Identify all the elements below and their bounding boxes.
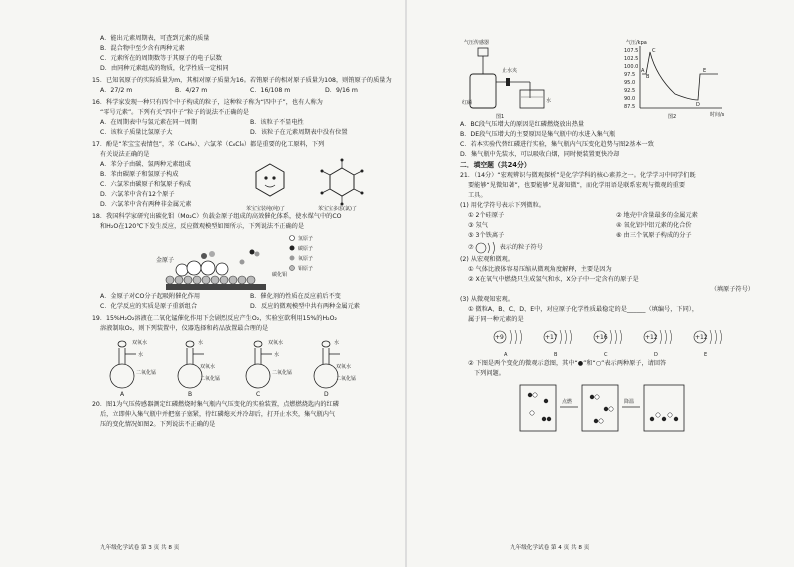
electron-shell [715,330,717,344]
right-page [410,0,794,567]
q19-line-2: 溶液制取O₂，则下列装置中，仪器选择和药品放置最合理的是 [100,325,269,332]
chart-ytick-label: 92.5 [624,88,636,94]
q14-option-a: A．能出元素周期表，可查到元素的质量 [100,35,210,42]
flask-d-label-3: 二氧化锰 [336,376,357,382]
q21-micro-2: 属于同一种元素的是 [468,316,524,323]
flask-b-label-1: 水 [198,340,204,346]
legend-oxygen: 氧原子 [298,256,314,262]
q21-macro-3: （填原子符号） [710,286,754,293]
benzene-caption: 苯宝宝装纯(纯)了 [246,206,285,212]
q14-option-c: C．元素所在的周期数等于其原子的电子层数 [100,55,222,62]
q17-option-c: C．六氯苯由碳原子和氢原子构成 [100,181,191,188]
flask-d-label-1: 水 [334,340,340,346]
flask-letter-c: C [256,391,261,398]
electron-shell [665,330,667,344]
q21-sub2: (2) 从宏观和微观。 [460,256,515,263]
q21-line-3: 工具。 [468,192,487,199]
electron-shell [620,330,622,344]
q18-catalyst-figure [92,232,392,292]
q21-micro-1: ① 微粒A、B、C、D、E中，对应原子化学性质最稳定的是______（填编号，下同）， [468,306,699,313]
flask-c-label-1: 双氧水 [268,340,284,346]
q21-last-2: 下列问题。 [474,370,505,377]
q15-option-b: B．4/27 m [175,87,208,94]
electron-shell [670,330,672,344]
q15-options [92,86,400,96]
chart-point-label: E [703,68,707,74]
q15-option-a: A．27/2 m [100,87,133,94]
carbide-label: 碳化钼 [272,272,288,278]
q21-items-row1 [460,211,764,221]
sensor-label: 气压传感器 [464,40,490,46]
q16-line-2: “零号元素”。下列有关“四中子”粒子的说法不正确的是 [100,109,249,116]
gold-atoms-icon [176,250,260,277]
atom-nucleus-charge: +12 [645,334,658,341]
chart-point-label: A [641,68,645,74]
flask-c-label-3: 二氧化锰 [272,370,293,376]
q21-line-1: 21．（14分）“宏观辨识与微观探析”是化学学科的核心素养之一。化学学习中同学们既 [460,172,696,179]
benzene-icon [256,164,284,196]
micro-change-figure [460,379,760,443]
benzene-figure [242,158,382,212]
figure1-caption: 图1 [496,114,505,120]
electron-shell [515,330,517,344]
electron-shell [560,330,562,344]
flask-a-label-3: 二氧化锰 [136,370,157,376]
q16-option-d: D．该粒子在元素周期表中没有位置 [250,129,348,136]
q15-option-d: D．9/16 m [325,87,358,94]
box-2-icon [582,385,618,431]
q21-line-2: 要能够“见微知著”，也要能够“见著知微”，而化学用语是联系宏观与微观的重要 [468,182,686,189]
q21-macro-2: ② X在氧气中燃烧只生成氢气和水，X分子中一定含有的原子是 [468,276,639,283]
q17-option-b: B．苯由碳原子和氢原子构成 [100,171,179,178]
atom-letter: C [604,352,608,358]
flask-b-label-2: 双氧水 [200,364,216,370]
arrow-1-label: 点燃 [562,399,573,405]
atom-nucleus-charge: +17 [545,334,558,341]
q20-line-1: 20．图1为气压传感器测定红磷燃烧时集气瓶内气压变化的实验装置，点燃燃烧匙内的红磷 [92,401,339,408]
q16-option-b: B．该粒子不显电性 [250,119,304,126]
q20-option-d: D．集气瓶中先装水，可以吸收白烟，同时便装置更快冷却 [460,151,620,158]
flask-letter-b: B [188,391,193,398]
atom-letter: D [654,352,658,358]
q20-option-a: A．BC段气压增大的原因是红磷燃烧放出热量 [460,121,585,128]
flask-c-label-2: 水 [274,352,280,358]
q17-block [92,160,400,210]
electron-shell [615,330,617,344]
chart-ytick-label: 87.5 [624,104,636,110]
electron-shell [510,330,512,344]
q21-item-2: ② 地壳中含量最多的金属元素 [616,212,698,219]
electron-shell [660,330,662,344]
q21-item-7-text: 表示的粒子符号 [499,244,543,251]
figure2-caption: 图2 [668,114,677,120]
chart-point-label: B [646,74,650,80]
chart-point-label: C [652,48,656,54]
chart-ytick-label: 90.0 [624,96,636,102]
q21-item-7 [460,241,764,255]
q18-line-2: 和H₂O在120℃下发生反应，反应微观模型如图所示，下列说法不正确的是 [100,223,305,230]
q16-line-1: 16．科学家发现一种只有四个中子构成的粒子，这种粒子称为“四中子”，也有人称为 [92,99,323,106]
q21-sub1: (1) 用化学符号表示下列微粒。 [460,202,545,209]
q18-line-1: 18．我国科学家研究出碳化钼（Mo₂C）负载金原子组成的高效催化体系，使水煤气中的CO [92,213,342,220]
box-3-icon [644,385,684,431]
pressure-apparatus-icon [470,48,544,108]
chart-xlabel: 时间/s [710,112,725,118]
atom-nucleus-charge: +9 [495,334,504,341]
right-page-footer: 九年级化学试卷 第 4 页 共 8 页 [510,545,590,551]
q17-option-d2: D．六氯苯中含有两种非金属元素 [100,201,192,208]
q21-sub3: (3) 从微观知宏观。 [460,296,515,303]
q14-option-d: D．由同种元素组成的物质，化学性质一定相同 [100,65,229,72]
flask-a-label-2: 水 [138,352,144,358]
q16-options-row1 [92,118,400,128]
electron-shell [610,330,612,344]
q18-option-a: A．金原子对CO分子起吸附催化作用 [100,293,201,300]
q20-option-c: C．若本实验代替红磷进行实验，集气瓶内气压变化趋势与图2基本一致 [460,141,654,148]
legend-hydrogen: 氢原子 [298,236,314,242]
gold-atom-label: 金原子 [156,257,175,264]
q19-apparatus-figure [92,334,392,398]
left-page-footer: 九年级化学试卷 第 3 页 共 8 页 [100,545,180,551]
chart-point-label: D [696,102,700,108]
chart-ytick-label: 100.0 [624,64,639,70]
legend-carbon: 碳原子 [298,246,314,252]
q17-line-2: 有关说法正确的是 [100,151,150,158]
q16-options-row2 [92,128,400,138]
q15-option-c: C．16/108 m [250,87,291,94]
q21-last-1: ② 下图是两个变化的微观示意图，其中“●”和“○”表示两种原子，请回答 [468,360,667,367]
atom-legend [290,235,314,272]
q18-options-row2 [92,302,400,312]
box-1-icon [520,385,556,431]
water-label: 水 [546,98,552,104]
flask-a-label-1: 双氧水 [132,340,148,346]
section-2-heading: 二．填空题（共24分） [460,161,531,169]
hexachlorobenzene-caption: 苯宝宝多虑(氯)了 [318,206,357,212]
chart-ytick-label: 107.5 [624,48,639,54]
flask-b-label-3: 二氧化锰 [200,376,221,382]
q21-items-row2 [460,221,764,231]
flask-letter-a: A [120,391,125,398]
molybdenum-carbide-surface-icon [166,276,266,290]
electron-shell [710,330,712,344]
atom-letter: B [554,352,558,358]
q21-item-3: ③ 氖气 [468,222,488,229]
chart-pressure-curve [642,52,718,100]
hexachlorobenzene-icon [321,159,364,206]
q21-items-row3 [460,231,764,241]
chart-ylabel: 气压/kpa [626,40,647,46]
q21-item-1: ① 2个硅原子 [468,212,505,219]
q17-line-1: 17．酚是“苯宝宝表情包”，苯（C₆H₆）、六氯苯（C₆Cl₆）都是重要的化工原料，下列 [92,141,325,148]
q17-option-d: D．六氯苯中含有12个原子 [100,191,175,198]
q21-item-6: ⑥ 由三个氧原子构成的分子 [616,232,692,239]
q14-option-b: B．混合物中至少含有两种元素 [100,45,185,52]
q16-option-a: A．在周期表中与氢元素在同一周期 [100,119,198,126]
electron-shell [720,330,722,344]
atom-letter: A [504,352,508,358]
atom-nucleus-charge: +16 [595,334,608,341]
q18-option-d: D．反应的微观模型中共有两种金属元素 [250,303,360,310]
q18-option-c: C．化学反应的实质是原子重新组合 [100,303,198,310]
flask-c-icon [246,341,272,388]
atom-nucleus-charge: +12 [695,334,708,341]
q20-figures [460,34,750,120]
chart-ytick-label: 95.0 [624,80,636,86]
chart-ytick-label: 102.5 [624,56,639,62]
q19-line-1: 19．15%H₂O₂溶液在二氧化锰催化作用下会剧烈反应产生O₂，实验室欲利用15%的H₂O₂ [92,315,337,322]
atom-letter: E [704,352,708,358]
phosphorus-label: 红磷 [462,100,473,106]
q21-item-7-num: ⑦ [468,244,474,251]
electron-shell [565,330,567,344]
clamp-label: 止水夹 [502,68,518,74]
atom-structure-icon [474,241,500,255]
q17-option-a: A．苯分子由碳、氢两种元素组成 [100,161,191,168]
flask-a-icon [110,341,136,388]
q20-option-b: B．DE段气压增大的主要原因是集气瓶中的水进入集气瓶 [460,131,616,138]
legend-molybdenum: 钼原子 [298,266,314,272]
flask-letter-d: D [324,391,329,398]
q15-stem: 15．已知氧原子的实际质量为m，其相对原子质量为16。若铕原子的相对原子质量为108，则铕原子的质量为 [92,77,392,84]
q20-line-2: 后，立即伸入集气瓶中并把塞子塞紧，待红磷熄灭并冷却后，打开止水夹，集气瓶内气 [100,411,336,418]
q21-item-5: ⑤ 3个铁离子 [468,232,505,239]
q21-item-4: ④ 氧化铝中铝元素的化合价 [616,222,692,229]
q21-macro-1: ① 气体比液体容易压缩从微观角度解释，主要是因为 [468,266,612,273]
q20-line-3: 压的变化情况如图2。下列说法不正确的是 [100,421,216,428]
chart-ytick-label: 97.5 [624,72,636,78]
electron-shell [570,330,572,344]
q16-option-c: C．该粒子质量比氢原子大 [100,129,173,136]
pressure-chart [624,39,725,120]
arrow-2-label: 降温 [624,399,635,405]
atom-structures-figure [460,325,760,359]
flask-d-label-2: 双氧水 [336,364,352,370]
electron-shell [520,330,522,344]
q18-options-row1 [92,292,400,302]
q18-option-b: B．催化剂的性质在反应前后不变 [250,293,341,300]
